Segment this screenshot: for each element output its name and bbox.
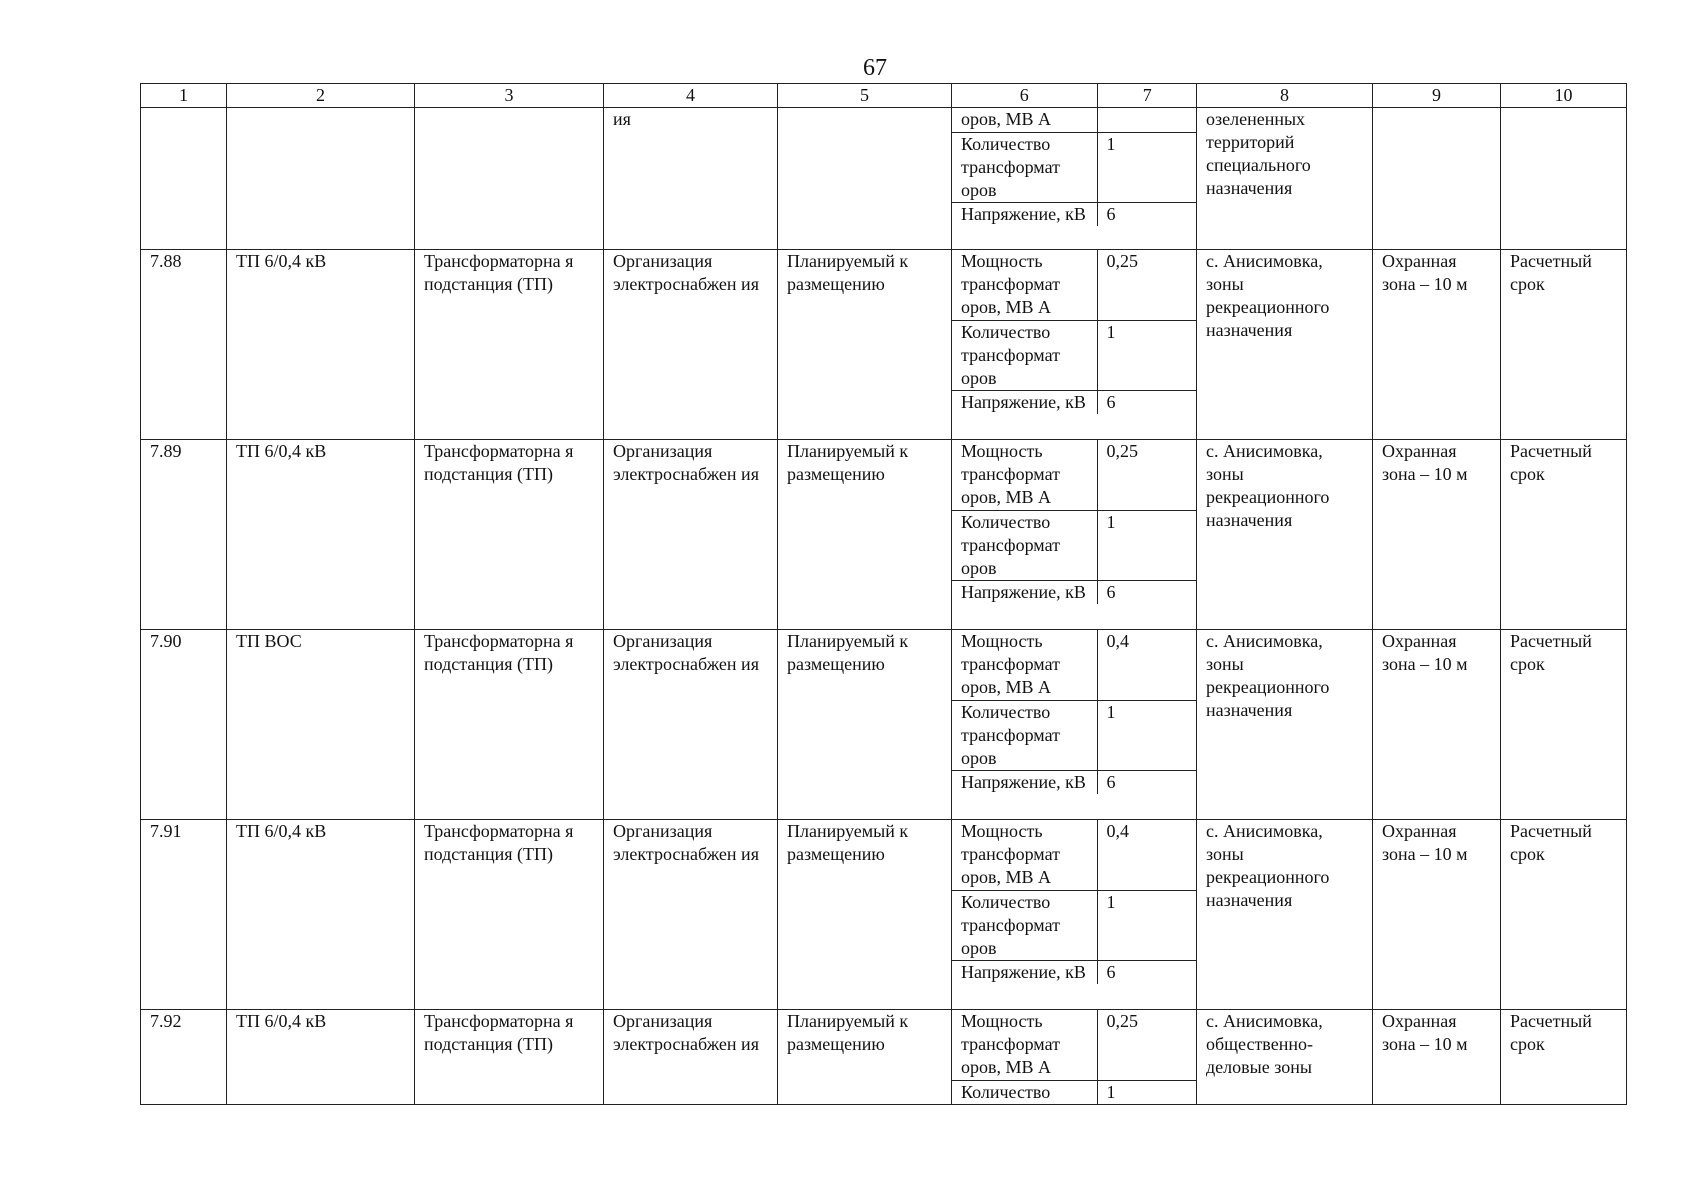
cell-number: 7.90 xyxy=(141,630,227,820)
cell-zone: Охранная зона – 10 м xyxy=(1373,820,1501,1010)
table-row xyxy=(141,440,1627,630)
param-name: Мощность трансформат оров, МВ А xyxy=(952,630,1097,700)
header-row xyxy=(141,84,1627,108)
param-name: Мощность трансформат оров, МВ А xyxy=(952,440,1097,510)
param-value: 1 xyxy=(1097,890,1197,960)
cell-parameters xyxy=(952,108,1197,250)
param-name: Количество трансформат оров xyxy=(952,890,1097,960)
cell-status: Планируемый к размещению xyxy=(778,440,952,630)
param-value: 6 xyxy=(1097,390,1197,414)
cell-purpose: Организация электроснабжен ия xyxy=(604,820,778,1010)
cell-number: 7.91 xyxy=(141,820,227,1010)
cell-type: Трансформаторна я подстанция (ТП) xyxy=(415,250,604,440)
header-cell: 9 xyxy=(1373,84,1501,108)
cell-type: Трансформаторна я подстанция (ТП) xyxy=(415,1010,604,1105)
cell-type xyxy=(415,108,604,250)
header-cell: 10 xyxy=(1501,84,1627,108)
param-value: 6 xyxy=(1097,580,1197,604)
cell-parameters xyxy=(952,440,1197,630)
data-table xyxy=(140,83,1627,1105)
cell-status: Планируемый к размещению xyxy=(778,630,952,820)
cell-term xyxy=(1501,108,1627,250)
param-name: оров, МВ А xyxy=(952,108,1097,132)
param-value: 0,4 xyxy=(1097,630,1197,700)
cell-purpose: Организация электроснабжен ия xyxy=(604,1010,778,1105)
cell-zone: Охранная зона – 10 м xyxy=(1373,440,1501,630)
param-name: Напряжение, кВ xyxy=(961,771,1086,792)
cell-term: Расчетный срок xyxy=(1501,630,1627,820)
param-value: 6 xyxy=(1097,202,1197,226)
cell-name: ТП 6/0,4 кВ xyxy=(227,440,415,630)
cell-purpose: Организация электроснабжен ия xyxy=(604,250,778,440)
cell-location: с. Анисимовка, общественно-деловые зоны xyxy=(1197,1010,1373,1105)
cell-zone: Охранная зона – 10 м xyxy=(1373,250,1501,440)
cell-name: ТП 6/0,4 кВ xyxy=(227,1010,415,1105)
cell-parameters xyxy=(952,1010,1197,1105)
param-value: 0,25 xyxy=(1097,1010,1197,1080)
cell-name: ТП ВОС xyxy=(227,630,415,820)
param-name: Мощность трансформат оров, МВ А xyxy=(952,250,1097,320)
header-cell: 1 xyxy=(141,84,227,108)
header-cell: 6 xyxy=(1019,85,1029,105)
cell-name xyxy=(227,108,415,250)
table-row-continuation xyxy=(141,108,1627,250)
param-value: 6 xyxy=(1097,770,1197,794)
cell-status: Планируемый к размещению xyxy=(778,1010,952,1105)
cell-location: с. Анисимовка, зоны рекреационного назначения xyxy=(1197,630,1373,820)
cell-purpose: Организация электроснабжен ия xyxy=(604,630,778,820)
cell-name: ТП 6/0,4 кВ xyxy=(227,250,415,440)
cell-purpose: ия xyxy=(604,108,778,250)
cell-zone: Охранная зона – 10 м xyxy=(1373,1010,1501,1105)
cell-term: Расчетный срок xyxy=(1501,250,1627,440)
param-value: 1 xyxy=(1097,700,1197,770)
cell-status xyxy=(778,108,952,250)
param-name: Количество xyxy=(961,1081,1051,1102)
param-name: Количество трансформат оров xyxy=(952,700,1097,770)
cell-number xyxy=(141,108,227,250)
cell-parameters xyxy=(952,820,1197,1010)
cell-location: озелененных территорий специального назначения xyxy=(1197,108,1373,250)
cell-status: Планируемый к размещению xyxy=(778,250,952,440)
cell-number: 7.88 xyxy=(141,250,227,440)
page-number: 67 xyxy=(863,55,887,81)
param-name: Мощность трансформат оров, МВ А xyxy=(952,1010,1097,1080)
param-value: 1 xyxy=(1097,1080,1197,1104)
header-cell: 8 xyxy=(1197,84,1373,108)
param-value: 0,4 xyxy=(1097,820,1197,890)
cell-type: Трансформаторна я подстанция (ТП) xyxy=(415,440,604,630)
cell-location: с. Анисимовка, зоны рекреационного назначения xyxy=(1197,440,1373,630)
param-value xyxy=(1097,108,1197,132)
cell-purpose: Организация электроснабжен ия xyxy=(604,440,778,630)
param-value: 1 xyxy=(1097,320,1197,390)
cell-name: ТП 6/0,4 кВ xyxy=(227,820,415,1010)
table-row xyxy=(141,250,1627,440)
cell-parameters xyxy=(952,250,1197,440)
cell-zone: Охранная зона – 10 м xyxy=(1373,630,1501,820)
cell-term: Расчетный срок xyxy=(1501,820,1627,1010)
param-name: Напряжение, кВ xyxy=(961,581,1086,602)
param-value: 0,25 xyxy=(1097,250,1197,320)
param-name: Напряжение, кВ xyxy=(961,391,1086,412)
cell-type: Трансформаторна я подстанция (ТП) xyxy=(415,820,604,1010)
cell-number: 7.89 xyxy=(141,440,227,630)
param-value: 0,25 xyxy=(1097,440,1197,510)
cell-parameters xyxy=(952,630,1197,820)
param-name: Напряжение, кВ xyxy=(961,203,1086,224)
table-row xyxy=(141,630,1627,820)
header-cell: 3 xyxy=(415,84,604,108)
header-cell: 2 xyxy=(227,84,415,108)
cell-term: Расчетный срок xyxy=(1501,440,1627,630)
cell-type: Трансформаторна я подстанция (ТП) xyxy=(415,630,604,820)
cell-location: с. Анисимовка, зоны рекреационного назначения xyxy=(1197,820,1373,1010)
cell-status: Планируемый к размещению xyxy=(778,820,952,1010)
table-row xyxy=(141,1010,1627,1105)
header-cell: 7 xyxy=(1097,84,1197,107)
param-value: 1 xyxy=(1097,132,1197,202)
param-name: Напряжение, кВ xyxy=(961,961,1086,982)
header-cell-6-7 xyxy=(952,84,1197,108)
cell-number: 7.92 xyxy=(141,1010,227,1105)
param-name: Мощность трансформат оров, МВ А xyxy=(952,820,1097,890)
cell-term: Расчетный срок xyxy=(1501,1010,1627,1105)
table-row xyxy=(141,820,1627,1010)
table-body xyxy=(141,84,1627,1105)
cell-location: с. Анисимовка, зоны рекреационного назначения xyxy=(1197,250,1373,440)
header-cell: 4 xyxy=(604,84,778,108)
param-value: 6 xyxy=(1097,960,1197,984)
header-cell: 5 xyxy=(778,84,952,108)
param-name: Количество трансформат оров xyxy=(952,510,1097,580)
param-name: Количество трансформат оров xyxy=(952,320,1097,390)
param-name: Количество трансформат оров xyxy=(952,132,1097,202)
cell-zone xyxy=(1373,108,1501,250)
param-value: 1 xyxy=(1097,510,1197,580)
